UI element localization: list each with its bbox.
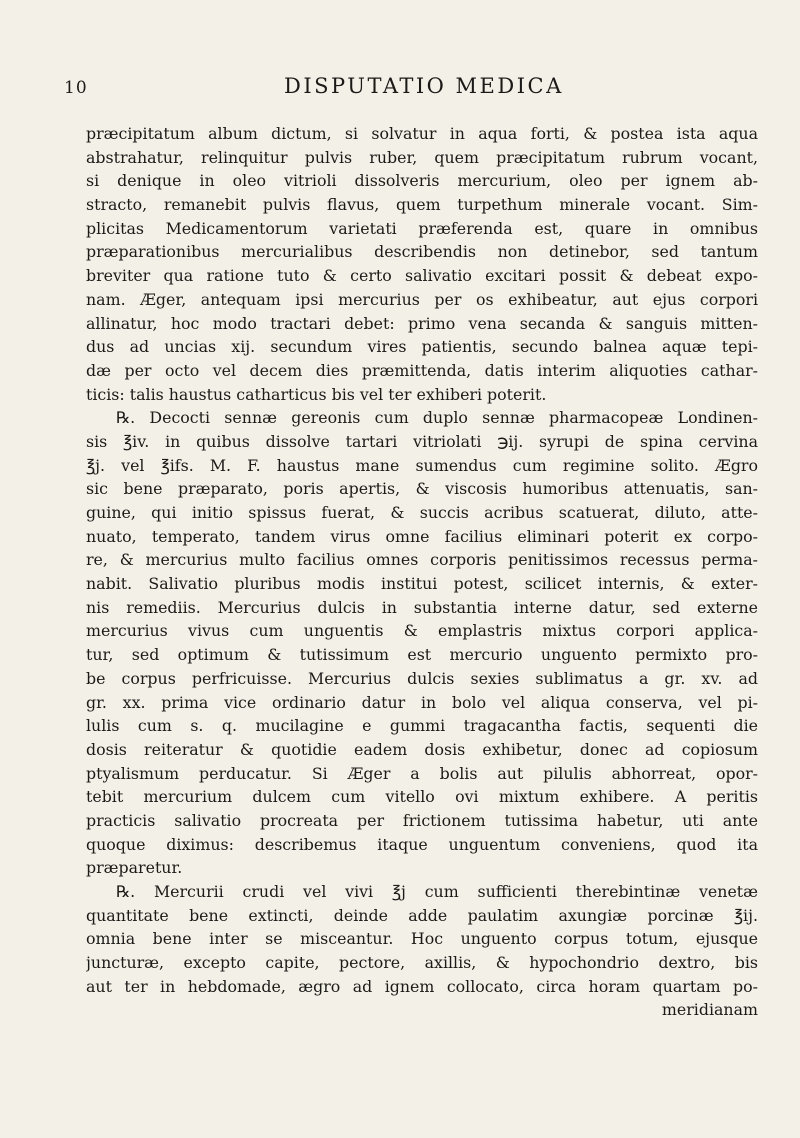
text-line: dus ad uncias xij. secundum vires patientis, secundo balnea aquæ tepi- — [86, 337, 758, 357]
text-line: breviter qua ratione tuto & certo salivatio excitari possit & debeat expo- — [86, 266, 758, 286]
text-line: dæ per octo vel decem dies præmittenda, datis interim aliquoties cathar- — [86, 360, 758, 380]
running-title: DISPUTATIO MEDICA — [284, 74, 564, 98]
text-line: stracto, remanebit pulvis flavus, quem turpethum minerale vocant. Sim- — [86, 195, 758, 215]
text-line: dosis reiteratur & quotidie eadem dosis exhibetur, donec ad copiosum — [86, 739, 758, 759]
text-line: ticis: talis haustus catharticus bis vel ter exhiberi poterit. — [86, 384, 547, 404]
text-line: præparationibus mercurialibus describendis non detinebor, sed tantum — [86, 242, 758, 262]
text-line: nabit. Salivatio pluribus modis institui potest, scilicet internis, & exter- — [86, 574, 758, 594]
text-line: nuato, temperato, tandem virus omne facilius eliminari poterit ex corpo- — [86, 526, 758, 546]
page-number: 10 — [64, 78, 88, 98]
text-line: abstrahatur, relinquitur pulvis ruber, quem præcipitatum rubrum vocant, — [86, 147, 758, 167]
text-line: omnia bene inter se misceantur. Hoc unguento corpus totum, ejusque — [86, 929, 758, 949]
text-line: allinatur, hoc modo tractari debet: primo vena secanda & sanguis mitten- — [86, 313, 758, 333]
text-line: aut ter in hebdomade, ægro ad ignem collocato, circa horam quartam po- — [86, 976, 758, 996]
recipe-line: ℞. Decocti sennæ gereonis cum duplo sennæ pharmacopeæ Londinen- — [116, 408, 758, 428]
text-line: ptyalismum perducatur. Si Æger a bolis aut pilulis abhorreat, opor- — [86, 763, 758, 783]
text-line: si denique in oleo vitrioli dissolveris mercurium, oleo per ignem ab- — [86, 171, 758, 191]
catchword: meridianam — [661, 1000, 758, 1020]
text-line: nis remediis. Mercurius dulcis in substantia interne datur, sed externe — [86, 597, 758, 617]
text-line: guine, qui initio spissus fuerat, & succis acribus scatuerat, diluto, atte- — [86, 503, 758, 522]
page-header — [64, 74, 760, 104]
text-line: quoque diximus: describemus itaque unguentum conveniens, quod ita — [86, 834, 758, 854]
text-line: mercurius vivus cum unguentis & emplastris mixtus corpori applica- — [86, 621, 758, 641]
text-line: præparetur. — [86, 858, 183, 878]
text-line: plicitas Medicamentorum varietati præferenda est, quare in omnibus — [86, 218, 758, 238]
text-line: ℥j. vel ℥ifs. M. F. haustus mane sumendus cum regimine solito. Ægro — [86, 455, 758, 475]
recipe-line: ℞. Mercurii crudi vel vivi ℥j cum sufficienti therebintinæ venetæ — [116, 882, 758, 901]
text-line: re, & mercurius multo facilius omnes corporis penitissimos recessus perma- — [86, 550, 758, 570]
text-line: sis ℥iv. in quibus dissolve tartari vitriolati ℈ij. syrupi de spina cervina — [86, 431, 758, 451]
text-line: sic bene præparato, poris apertis, & viscosis humoribus attenuatis, san- — [86, 479, 758, 499]
text-line: juncturæ, excepto capite, pectore, axillis, & hypochondrio dextro, bis — [86, 953, 758, 973]
text-line: gr. xx. prima vice ordinario datur in bolo vel aliqua conserva, vel pi- — [86, 692, 758, 712]
text-line: præcipitatum album dictum, si solvatur in aqua forti, & postea ista aqua — [86, 124, 758, 143]
text-line: be corpus perfricuisse. Mercurius dulcis sexies sublimatus a gr. xv. ad — [86, 668, 758, 688]
body-text — [86, 122, 758, 1022]
text-line: quantitate bene extincti, deinde adde paulatim axungiæ porcinæ ℥ij. — [86, 905, 758, 925]
text-line: tur, sed optimum & tutissimum est mercurio unguento permixto pro- — [86, 645, 758, 665]
text-line: tebit mercurium dulcem cum vitello ovi mixtum exhibere. A peritis — [86, 787, 758, 807]
text-line: lulis cum s. q. mucilagine e gummi tragacantha factis, sequenti die — [86, 716, 758, 736]
text-line: practicis salivatio procreata per frictionem tutissima habetur, uti ante — [86, 810, 758, 830]
text-line: nam. Æger, antequam ipsi mercurius per os exhibeatur, aut ejus corpori — [86, 289, 758, 309]
